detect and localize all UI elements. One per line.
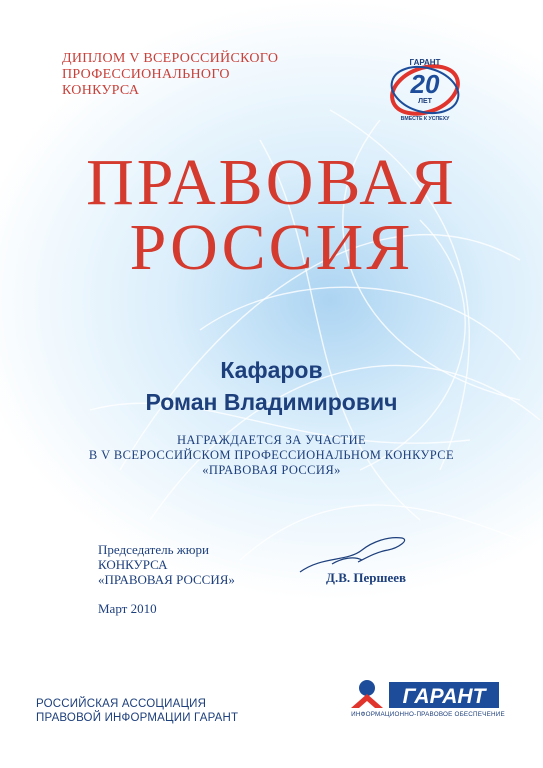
signer-name: Д.В. Першеев	[326, 570, 407, 585]
issue-date: Март 2010	[98, 601, 157, 616]
garant-logo-icon	[345, 676, 505, 726]
jury-line-1: Председатель жюри	[98, 542, 209, 557]
title-line-1: ПРАВОВАЯ	[86, 146, 457, 219]
anniversary-badge-icon	[384, 48, 466, 130]
header-line-2: ПРОФЕССИОНАЛЬНОГО	[62, 67, 230, 82]
association-line-1: РОССИЙСКАЯ АССОЦИАЦИЯ	[36, 698, 207, 710]
logo-tagline: ИНФОРМАЦИОННО-ПРАВОВОЕ ОБЕСПЕЧЕНИЕ	[351, 711, 505, 718]
header-line-3: КОНКУРСА	[62, 83, 140, 98]
title-line-2: РОССИЯ	[129, 211, 414, 284]
logo-name: ГАРАНТ	[402, 685, 486, 708]
award-line-1: НАГРАЖДАЕТСЯ ЗА УЧАСТИЕ	[176, 433, 367, 447]
header-line-1: ДИПЛОМ V ВСЕРОССИЙСКОГО	[62, 51, 279, 66]
badge-years: ЛЕТ	[418, 98, 432, 105]
recipient-surname: Кафаров	[220, 357, 323, 383]
badge-number: 20	[410, 69, 440, 99]
award-line-2: В V ВСЕРОССИЙСКОМ ПРОФЕССИОНАЛЬНОМ КОНКУРСЕ	[88, 448, 455, 462]
jury-line-2: КОНКУРСА	[98, 557, 168, 572]
association-line-2: ПРАВОВОЙ ИНФОРМАЦИИ ГАРАНТ	[36, 712, 239, 724]
award-line-3: «ПРАВОВАЯ РОССИЯ»	[202, 463, 341, 477]
badge-top-text: ГАРАНТ	[409, 58, 441, 67]
jury-line-3: «ПРАВОВАЯ РОССИЯ»	[98, 572, 235, 587]
recipient-given-names: Роман Владимирович	[145, 389, 398, 415]
badge-motto: ВМЕСТЕ К УСПЕХУ	[400, 116, 450, 122]
